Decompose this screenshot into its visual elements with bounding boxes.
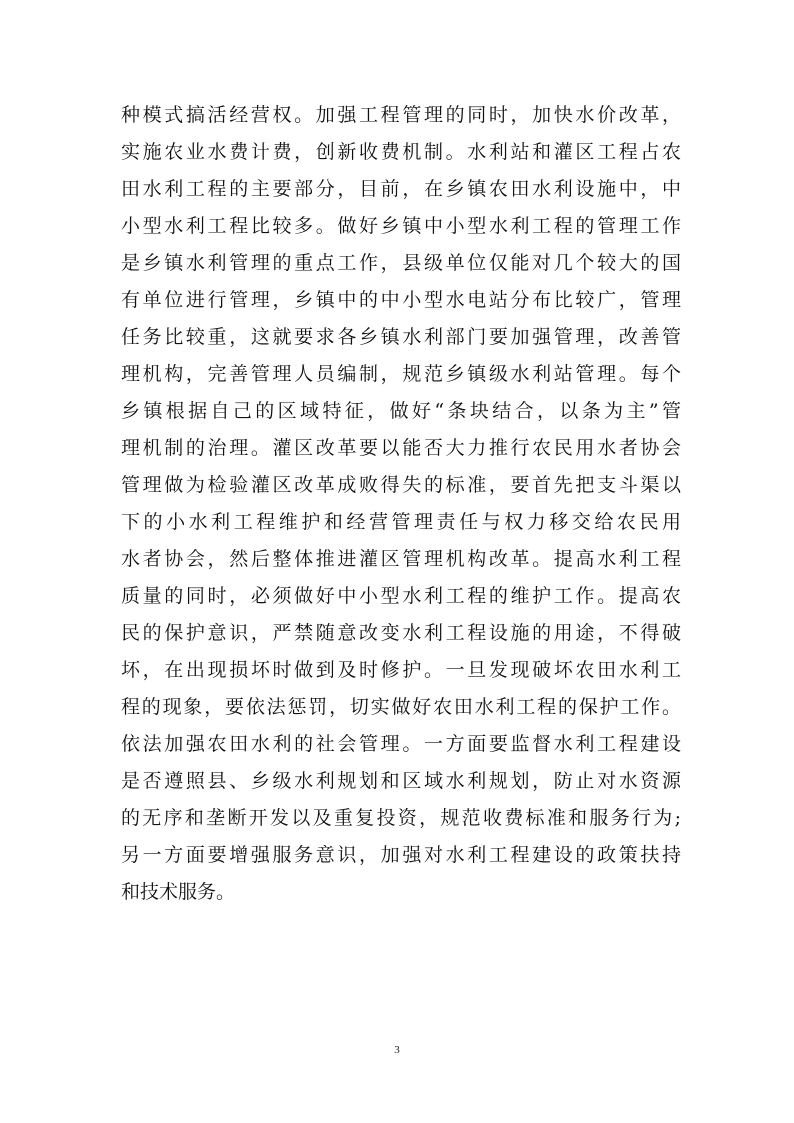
- text-line: 另一方面要增强服务意识，加强对水利工程建设的政策扶持: [121, 844, 681, 866]
- text-line: 是否遵照县、乡级水利规划和区域水利规划，防止对水资源: [121, 770, 681, 792]
- text-line: 水者协会，然后整体推进灌区管理机构改革。提高水利工程: [121, 548, 681, 570]
- text-line: 是乡镇水利管理的重点工作，县级单位仅能对几个较大的国: [121, 252, 681, 274]
- text-line: 田水利工程的主要部分，目前，在乡镇农田水利设施中，中: [121, 178, 681, 200]
- text-line: 任务比较重，这就要求各乡镇水利部门要加强管理，改善管: [121, 326, 681, 348]
- text-line: 质量的同时，必须做好中小型水利工程的维护工作。提高农: [121, 585, 681, 607]
- text-line: 和技术服务。: [121, 881, 236, 903]
- text-line: 程的现象，要依法惩罚，切实做好农田水利工程的保护工作。: [121, 696, 681, 718]
- text-line: 实施农业水费计费，创新收费机制。水利站和灌区工程占农: [121, 141, 681, 163]
- page-number: 3: [394, 1044, 400, 1056]
- text-line: 种模式搞活经营权。加强工程管理的同时，加快水价改革，: [121, 104, 681, 126]
- body-paragraph: [121, 97, 681, 911]
- text-line: 小型水利工程比较多。做好乡镇中小型水利工程的管理工作: [121, 215, 681, 237]
- text-line: 管理做为检验灌区改革成败得失的标准，要首先把支斗渠以: [121, 474, 681, 496]
- text-line: 有单位进行管理，乡镇中的中小型水电站分布比较广，管理: [121, 289, 681, 311]
- text-line: 下的小水利工程维护和经营管理责任与权力移交给农民用: [121, 511, 681, 533]
- text-line: 乡镇根据自己的区域特征，做好“条块结合，以条为主”管: [121, 400, 681, 422]
- text-line: 坏，在出现损坏时做到及时修护。一旦发现破坏农田水利工: [121, 659, 681, 681]
- text-line: 的无序和垄断开发以及重复投资，规范收费标准和服务行为;: [121, 807, 681, 829]
- text-line: 依法加强农田水利的社会管理。一方面要监督水利工程建设: [121, 733, 681, 755]
- text-line: 理机制的治理。灌区改革要以能否大力推行农民用水者协会: [121, 437, 681, 459]
- text-line: 民的保护意识，严禁随意改变水利工程设施的用途，不得破: [121, 622, 681, 644]
- text-line: 理机构，完善管理人员编制，规范乡镇级水利站管理。每个: [121, 363, 681, 385]
